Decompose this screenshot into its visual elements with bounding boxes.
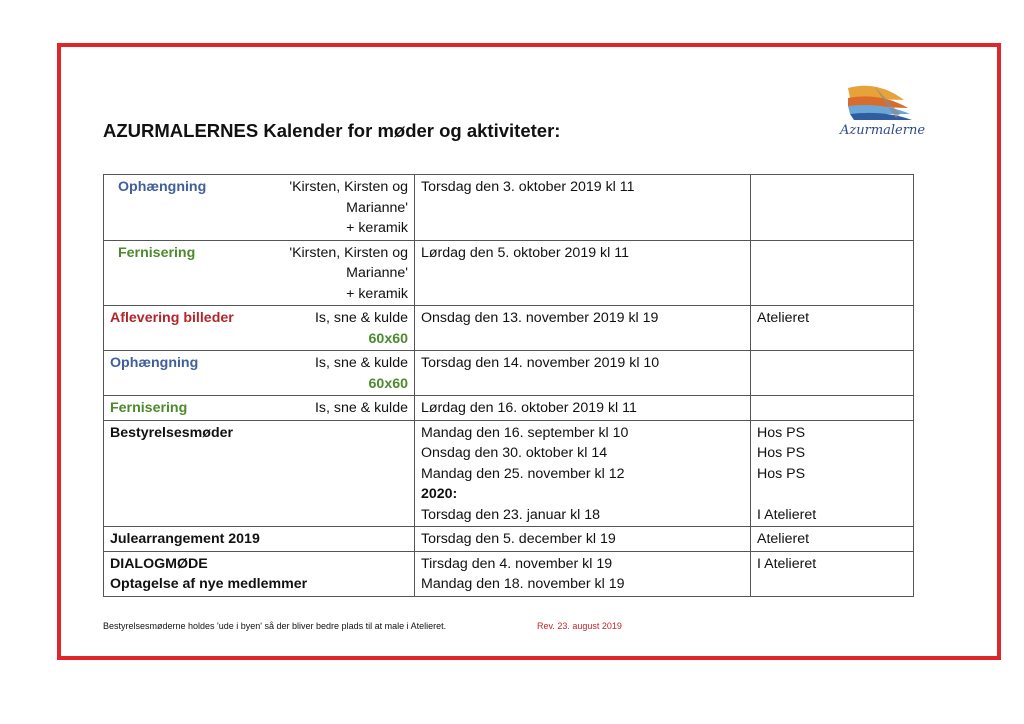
place-cell <box>751 306 914 351</box>
revision-date: Rev. 23. august 2019 <box>537 621 622 631</box>
activity-cell <box>104 351 415 396</box>
activity-label: Ophængning <box>118 179 207 195</box>
date-line: Onsdag den 13. november 2019 kl 19 <box>421 310 659 326</box>
place-cell <box>751 396 914 421</box>
place-line: Hos PS <box>757 424 806 441</box>
place-line: Hos PS <box>757 445 806 461</box>
activity-label: DIALOGMØDE <box>110 555 208 572</box>
activity-label: Aflevering billeder <box>110 310 234 326</box>
date-cell <box>415 175 751 241</box>
logo-text: Azurmalerne <box>840 123 926 138</box>
activity-label: Fernisering <box>110 400 188 416</box>
place-cell <box>751 527 914 552</box>
activity-detail: Is, sne & kulde <box>314 310 408 326</box>
date-line: Mandag den 25. november kl 12 <box>421 465 625 482</box>
date-line: Lørdag den 5. oktober 2019 kl 11 <box>421 244 629 261</box>
date-line: Torsdag den 23. januar kl 18 <box>421 506 601 523</box>
place-cell <box>751 551 914 596</box>
activity-label: Optagelse af nye medlemmer <box>110 576 308 592</box>
activity-label: Ophængning <box>110 355 199 371</box>
date-cell <box>415 551 751 596</box>
place-cell <box>751 240 914 306</box>
date-cell <box>415 351 751 396</box>
calendar-table <box>103 174 914 597</box>
place-cell <box>751 175 914 241</box>
activity-detail: Marianne' <box>346 199 408 216</box>
table-row <box>104 306 914 351</box>
activity-header <box>110 243 408 264</box>
table-row <box>104 527 914 552</box>
date-line: Torsdag den 14. november 2019 kl 10 <box>421 355 660 371</box>
activity-detail: 'Kirsten, Kirsten og <box>289 244 408 261</box>
activity-cell <box>104 420 415 527</box>
date-cell <box>415 420 751 527</box>
activity-label: Fernisering <box>118 244 196 261</box>
footnote: Bestyrelsesmøderne holdes 'ude i byen' så der bliver bedre plads til at male i Atelieret. <box>103 621 447 631</box>
activity-cell <box>104 396 415 421</box>
activity-detail: + keramik <box>346 220 408 236</box>
date-line: Mandag den 16. september kl 10 <box>421 424 629 441</box>
activity-detail: Marianne' <box>346 265 408 281</box>
place-line: I Atelieret <box>757 555 817 572</box>
activity-label: Julearrangement 2019 <box>110 531 260 547</box>
date-line: Torsdag den 5. december kl 19 <box>421 531 616 547</box>
place-cell <box>751 351 914 396</box>
activity-detail: Is, sne & kulde <box>314 355 408 371</box>
date-cell <box>415 527 751 552</box>
activity-cell <box>104 306 415 351</box>
place-line: Atelieret <box>757 310 810 326</box>
date-line: Mandag den 18. november kl 19 <box>421 576 625 592</box>
activity-label: Bestyrelsesmøder <box>110 424 234 441</box>
page-title: AZURMALERNES Kalender for møder og aktiviteter: <box>103 120 561 141</box>
table-row <box>104 396 914 421</box>
place-line <box>757 484 907 505</box>
activity-cell <box>104 551 415 596</box>
activity-cell <box>104 527 415 552</box>
activity-detail: 'Kirsten, Kirsten og <box>289 179 408 195</box>
activity-cell <box>104 240 415 306</box>
date-line: Tirsdag den 4. november kl 19 <box>421 555 613 572</box>
place-line: I Atelieret <box>757 506 817 523</box>
place-cell <box>751 420 914 527</box>
date-line: Onsdag den 30. oktober kl 14 <box>421 445 608 461</box>
activity-detail: + keramik <box>346 285 408 302</box>
activity-detail: Is, sne & kulde <box>314 400 408 416</box>
date-line: 2020: <box>421 486 458 502</box>
date-line: Torsdag den 3. oktober 2019 kl 11 <box>421 179 635 195</box>
activity-header <box>110 353 408 374</box>
size-label: 60x60 <box>368 375 408 392</box>
table-row <box>104 551 914 596</box>
date-cell <box>415 396 751 421</box>
activity-header <box>110 398 408 419</box>
table-row <box>104 351 914 396</box>
activity-cell <box>104 175 415 241</box>
size-label: 60x60 <box>368 330 408 347</box>
date-cell <box>415 240 751 306</box>
activity-header <box>110 177 408 198</box>
table-row <box>104 240 914 306</box>
date-cell <box>415 306 751 351</box>
activity-header <box>110 308 408 329</box>
place-line: Hos PS <box>757 465 806 482</box>
table-row <box>104 420 914 527</box>
place-line: Atelieret <box>757 531 810 547</box>
date-line: Lørdag den 16. oktober 2019 kl 11 <box>421 400 637 416</box>
table-row <box>104 175 914 241</box>
